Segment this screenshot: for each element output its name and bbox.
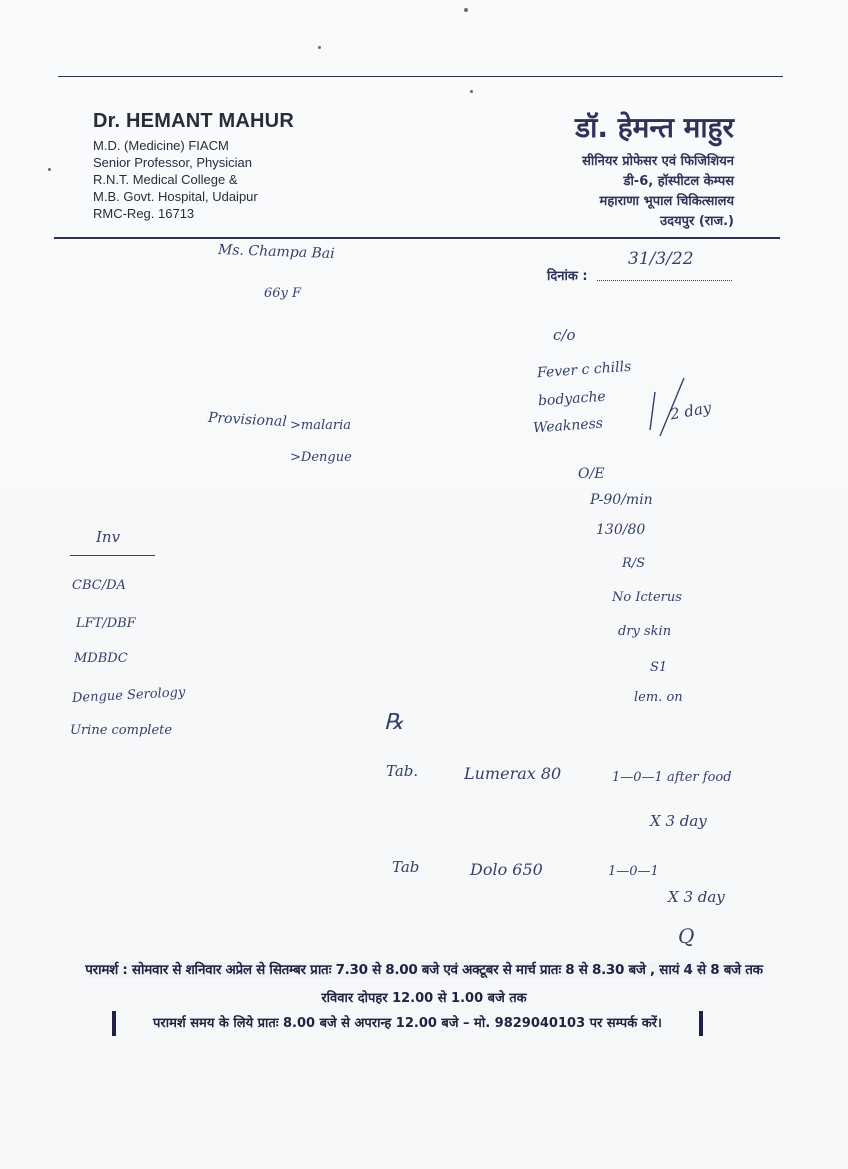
address-line-1-hindi: डी-6, हॉस्पीटल केम्पस [623,174,734,189]
exam-pulse: P-90/min [590,492,653,508]
investigation-item: CBC/DA [72,578,126,593]
doctor-name: Dr. HEMANT MAHUR [93,110,294,132]
patient-age-sex: 66y F [264,286,302,301]
medication-dose: 1—0—1 [608,864,659,879]
consultation-hours [0,960,848,978]
sunday-hours: रविवार दोपहर 12.00 से 1.00 बजे तक [321,991,527,1006]
medication-duration: X 3 day [650,812,707,830]
doctor-designation-hindi: सीनियर प्रोफेसर एवं फिजिशियन [582,154,734,169]
complaint-item: Fever c chills [536,358,632,382]
investigation-item: Dengue Serology [71,685,186,706]
contact-box: परामर्श समय के लिये प्रातः 8.00 बजे से अपरान्ह 12.00 बजे – मो. 9829040103 पर सम्पर्क करें। [112,1011,703,1036]
bracket-stroke [660,378,684,436]
complaint-item: Weakness [532,415,604,437]
patient-name: Ms. Champa Bai [217,241,335,263]
diagnosis-item: >malaria [290,418,352,433]
doctor-designation: Senior Professor, Physician [93,155,252,170]
exam-marker-2: R/S [622,556,646,571]
date-label: दिनांक : [547,269,588,284]
exam-marker: O/E [578,466,605,482]
medication-form: Tab [392,858,420,876]
exam-finding: S1 [650,660,668,675]
doctor-hospital: M.B. Govt. Hospital, Udaipur [93,189,258,204]
complaint-item: bodyache [537,388,607,410]
investigation-item: MDBDC [74,651,128,666]
diagnosis-item: >Dengue [290,450,352,465]
medication-duration: X 3 day [668,888,725,906]
exam-finding: lem. on [634,690,683,705]
date-value: 31/3/22 [628,249,694,269]
bracket-stroke [650,392,655,430]
doctor-name-hindi: डॉ. हेमन्त माहुर [575,111,734,144]
consultation-hours-text: परामर्श : सोमवार से शनिवार अप्रेल से सितम्बर प्रातः 7.30 से 8.00 बजे एवं अक्टूबर से मार्च प्रातः 8 से 8.30 बजे , सायं 4 से 8 बजे तक [85,962,763,978]
investigation-item: Urine complete [70,723,173,738]
address-line-2-hindi: महाराणा भूपाल चिकित्सालय [599,194,734,209]
medication-dose: 1—0—1 after food [612,770,732,785]
doctor-college: R.N.T. Medical College & [93,172,238,187]
exam-finding: No Icterus [612,590,682,605]
rx-symbol: ℞ [384,710,404,735]
exam-finding: dry skin [618,624,672,639]
doctor-signature: Q [678,924,695,948]
city-hindi: उदयपुर (राज.) [660,214,734,229]
complaints-marker: c/o [553,326,576,344]
medication-form: Tab. [386,762,419,780]
exam-bp: 130/80 [596,522,646,538]
diagnosis-label: Provisional [207,409,288,431]
medication-name: Lumerax 80 [464,764,562,783]
doctor-registration: RMC-Reg. 16713 [93,206,195,221]
doctor-qualification: M.D. (Medicine) FIACM [93,138,229,153]
complaint-duration: 2 day [668,398,713,424]
medication-name: Dolo 650 [470,860,543,879]
investigations-marker: Inv [96,528,121,546]
investigation-item: LFT/DBF [76,616,136,631]
